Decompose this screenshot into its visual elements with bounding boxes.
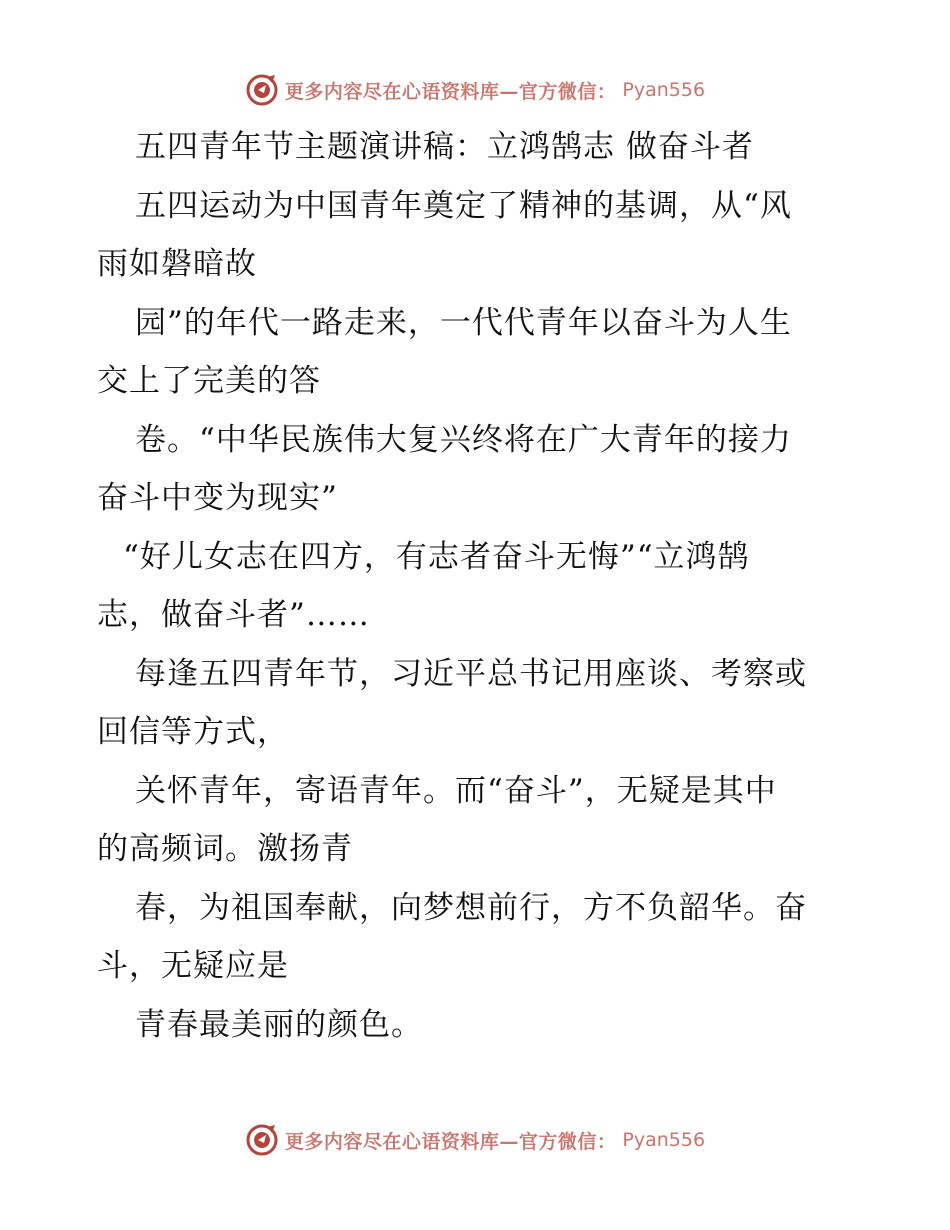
document-body: [97, 118, 857, 1054]
paragraph-line: 每逢五四青年节，习近平总书记用座谈、考察或: [135, 655, 807, 692]
paragraph-line: 斗，无疑应是: [97, 948, 289, 984]
footer-banner: [0, 1120, 950, 1160]
paragraph-line: “好儿女志在四方，有志者奋斗无悔”“立鸿鹄: [123, 538, 750, 575]
paragraph-line: 雨如磐暗故: [97, 246, 257, 282]
paragraph-line: 志，做奋斗者”……: [97, 597, 370, 633]
paragraph-line: 回信等方式，: [97, 714, 289, 750]
paragraph-line: 春，为祖国奉献，向梦想前行，方不负韶华。奋: [135, 889, 807, 926]
paragraph-line: 奋斗中变为现实”: [97, 480, 338, 516]
paragraph-line: 卷。“中华民族伟大复兴终将在广大青年的接力: [135, 421, 792, 458]
paragraph-line: 的高频词。激扬青: [97, 831, 353, 867]
paragraph-line: 关怀青年，寄语青年。而“奋斗”，无疑是其中: [135, 772, 777, 809]
banner-wechat-id: Pyan556: [622, 79, 706, 101]
header-banner: [0, 70, 950, 110]
logo-icon: [245, 1123, 279, 1157]
paragraph-line: 五四运动为中国青年奠定了精神的基调，从“风: [135, 187, 792, 224]
document-title: 五四青年节主题演讲稿：立鸿鹄志 做奋斗者: [135, 129, 754, 165]
paragraph-line: 青春最美丽的颜色。: [135, 1006, 423, 1043]
paragraph-line: 园”的年代一路走来，一代代青年以奋斗为人生: [135, 304, 792, 341]
paragraph-line: 交上了完美的答: [97, 363, 321, 399]
logo-icon: [245, 73, 279, 107]
banner-wechat-id: Pyan556: [622, 1129, 706, 1151]
banner-text: 更多内容尽在心语资料库—官方微信：: [284, 80, 617, 103]
banner-text: 更多内容尽在心语资料库—官方微信：: [284, 1130, 617, 1153]
